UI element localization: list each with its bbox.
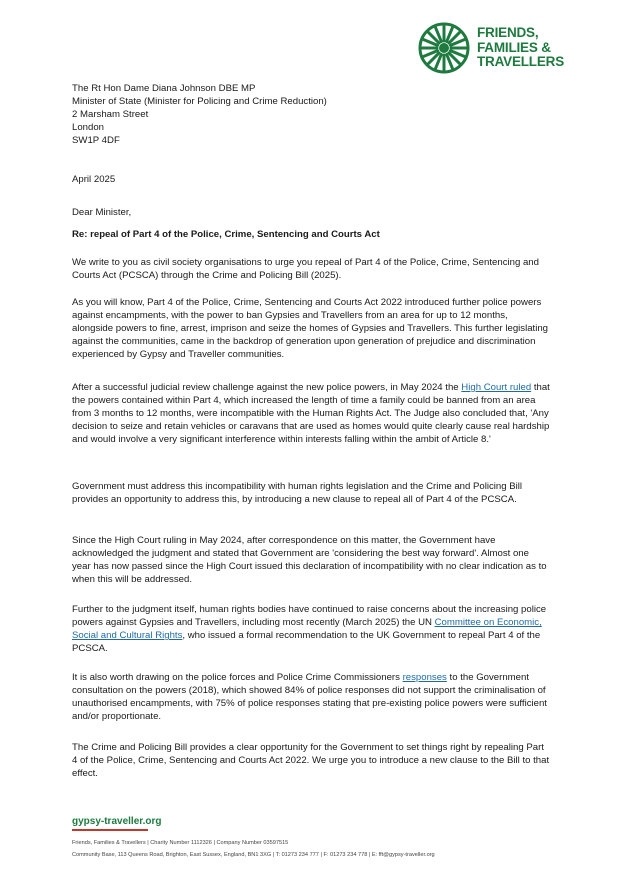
logo-line-1: FRIENDS, [477, 25, 539, 40]
recipient-line: London [72, 122, 105, 134]
paragraph-7 [72, 671, 550, 723]
footer-charity-info: Friends, Families & Travellers | Charity Number 1112326 | Company Number 03597515 [72, 840, 289, 846]
recipient-line: SW1P 4DF [72, 135, 120, 147]
committee-link[interactable]: Committee on Economic, Social and Cultural Rights [72, 617, 542, 642]
recipient-line: 2 Marsham Street [72, 109, 149, 121]
paragraph-6 [72, 603, 550, 655]
logo-line-2: FAMILIES & [477, 39, 551, 55]
wheel-icon [418, 22, 470, 74]
paragraph-3 [72, 381, 550, 446]
letter-date: April 2025 [72, 174, 116, 185]
paragraph-8: The Crime and Policing Bill provides a clear opportunity for the Government to set things right by repealing Part 4 of the Police, Crime, Sentencing and Courts Act 2022. We urge you to introduce a new clause to the Bill to that effect. [72, 742, 550, 780]
subject-line: Re: repeal of Part 4 of the Police, Crime, Sentencing and Courts Act [72, 229, 380, 240]
recipient-line: Minister of State (Minister for Policing and Crime Reduction) [72, 96, 327, 108]
paragraph-7-text-b: to the Government consultation on the powers (2018), which showed 84% of police responses did not support the criminalisation of unauthorised encampments, with 75% of police responses stating that pre-existing police powers were sufficient and/or proportionate. [72, 672, 547, 723]
logo-line-3: TRAVELLERS [477, 54, 565, 69]
footer-divider [72, 829, 148, 831]
paragraph-6-text-a: Further to the judgment itself, human rights bodies have continued to raise concerns about the increasing police powers against Gypsies and Travellers, including most recently (March 2025) the UN [72, 604, 547, 629]
responses-link[interactable]: responses [402, 672, 447, 683]
paragraph-3-text-b: that the powers contained within Part 4, which increased the length of time a family could be banned from an area from 3 months to 12 months, were incompatible with the Human Rights Act. The Judge also concluded that, 'Any decision to seize and retain vehicles or caravans that are used as homes would quite clearly cause real hardship and would involve a very significant interference within interests falling within the ambit of Article 8.' [72, 382, 550, 446]
footer-website[interactable]: gypsy-traveller.org [72, 816, 162, 827]
logo-wordmark [477, 26, 564, 70]
paragraph-5: Since the High Court ruling in May 2024, after correspondence on this matter, the Government have acknowledged the judgment and stated that Government are 'considering the best way forward'. Almost one year has now passed since the High Court issued this declaration of incompatibility with no clear indication as to when this will be addressed. [72, 535, 547, 586]
paragraph-6-text-b: , who issued a formal recommendation to the UK Government to repeal Part 4 of the PCSCA. [72, 630, 541, 655]
paragraph-7-text-a: It is also worth drawing on the police forces and Police Crime Commissioners [72, 672, 403, 683]
recipient-address [72, 82, 550, 147]
paragraph-4: Government must address this incompatibility with human rights legislation and the Crime and Policing Bill provides an opportunity to address this, by introducing a new clause to repeal all of Part 4 of the PCSCA. [72, 481, 523, 506]
paragraph-3-text-a: After a successful judicial review challenge against the new police powers, in May 2024 the [72, 382, 462, 393]
paragraph-2: As you will know, Part 4 of the Police, Crime, Sentencing and Courts Act 2022 introduced further police powers against encampments, with the power to ban Gypsies and Travellers from an area for up to 12 months, alongside powers to fine, arrest, imprison and seize the homes of Gypsies and Travellers. This further legislating against the communities, came in the backdrop of generation upon generation of prejudice and discrimination experienced by Gypsy and Traveller communities. [72, 297, 549, 361]
high-court-ruled-link[interactable]: High Court ruled [461, 382, 532, 393]
salutation: Dear Minister, [72, 207, 132, 218]
fft-logo [418, 22, 568, 74]
paragraph-1: We write to you as civil society organisations to urge you repeal of Part 4 of the Police, Crime, Sentencing and Courts Act (PCSCA) through the Crime and Policing Bill (2025). [72, 257, 539, 282]
recipient-line: The Rt Hon Dame Diana Johnson DBE MP [72, 83, 256, 94]
footer-address: Community Base, 113 Queens Road, Brighton, East Sussex, England, BN1 3XG | T: 01273 234 777 | F: 01273 234 778 | E: fft@gypsy-traveller.org [72, 852, 435, 858]
